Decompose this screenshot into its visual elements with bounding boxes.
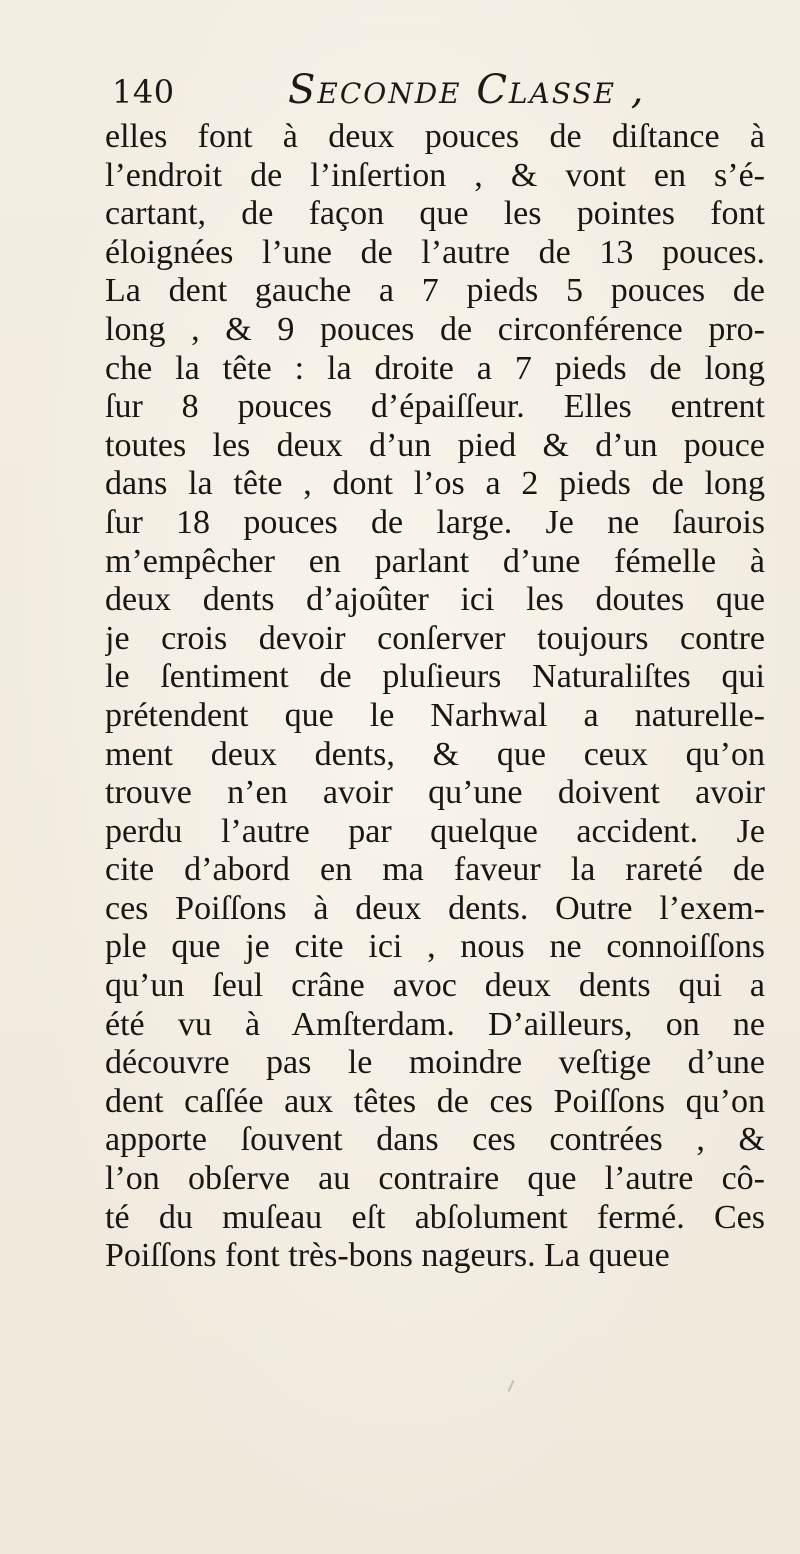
running-head: Seconde Classe , bbox=[288, 67, 646, 113]
body-text bbox=[105, 118, 765, 1276]
text-line: elles font à deux pouces de diſtance à bbox=[105, 118, 765, 155]
text-line: le ſentiment de pluſieurs Naturaliſtes qui bbox=[105, 658, 765, 696]
page-header bbox=[112, 67, 752, 120]
text-line: deux dents d’ajoûter ici les doutes que bbox=[105, 581, 765, 619]
text-line: m’empêcher en parlant d’une fémelle à bbox=[105, 542, 765, 580]
text-line: été vu à Amſterdam. D’ailleurs, on ne bbox=[105, 1005, 765, 1043]
text-line: cite d’abord en ma faveur la rareté de bbox=[105, 851, 765, 889]
text-line: ſur 8 pouces d’épaiſſeur. Elles entrent bbox=[105, 388, 765, 426]
text-line: apporte ſouvent dans ces contrées , & bbox=[105, 1121, 765, 1159]
text-line: long , & 9 pouces de circonférence pro- bbox=[105, 310, 765, 348]
text-line: té du muſeau eſt abſolument fermé. Ces bbox=[105, 1198, 765, 1236]
text-line: ſur 18 pouces de large. Je ne ſaurois bbox=[105, 503, 765, 541]
page-number: 140 bbox=[112, 73, 175, 111]
text-line: La dent gauche a 7 pieds 5 pouces de bbox=[105, 272, 765, 310]
text-line: prétendent que le Narhwal a naturelle- bbox=[105, 696, 765, 734]
text-line: che la tête : la droite a 7 pieds de long bbox=[105, 349, 765, 387]
text-line: cartant, de façon que les pointes font bbox=[105, 195, 765, 233]
text-line: dent caſſée aux têtes de ces Poiſſons qu’on bbox=[105, 1082, 765, 1120]
text-line: toutes les deux d’un pied & d’un pouce bbox=[105, 426, 765, 464]
text-line: l’on obſerve au contraire que l’autre cô- bbox=[105, 1160, 765, 1198]
text-line: Poiſſons font très-bons nageurs. La queue bbox=[105, 1237, 670, 1275]
text-line: perdu l’autre par quelque accident. Je bbox=[105, 812, 765, 850]
text-line: ment deux dents, & que ceux qu’on bbox=[105, 735, 765, 773]
text-line: découvre pas le moindre veſtige d’une bbox=[105, 1044, 765, 1082]
text-line: qu’un ſeul crâne avoc deux dents qui a bbox=[105, 967, 765, 1005]
text-line: ces Poiſſons à deux dents. Outre l’exem- bbox=[105, 889, 765, 927]
text-line: je crois devoir conſerver toujours contre bbox=[105, 619, 765, 657]
text-line: l’endroit de l’inſertion , & vont en s’é- bbox=[105, 156, 765, 194]
text-line: trouve n’en avoir qu’une doivent avoir bbox=[105, 774, 765, 812]
text-line: éloignées l’une de l’autre de 13 pouces. bbox=[105, 233, 765, 271]
text-line: dans la tête , dont l’os a 2 pieds de long bbox=[105, 465, 765, 503]
paper-mark bbox=[508, 1380, 515, 1392]
text-line: ple que je cite ici , nous ne connoiſſons bbox=[105, 928, 765, 966]
